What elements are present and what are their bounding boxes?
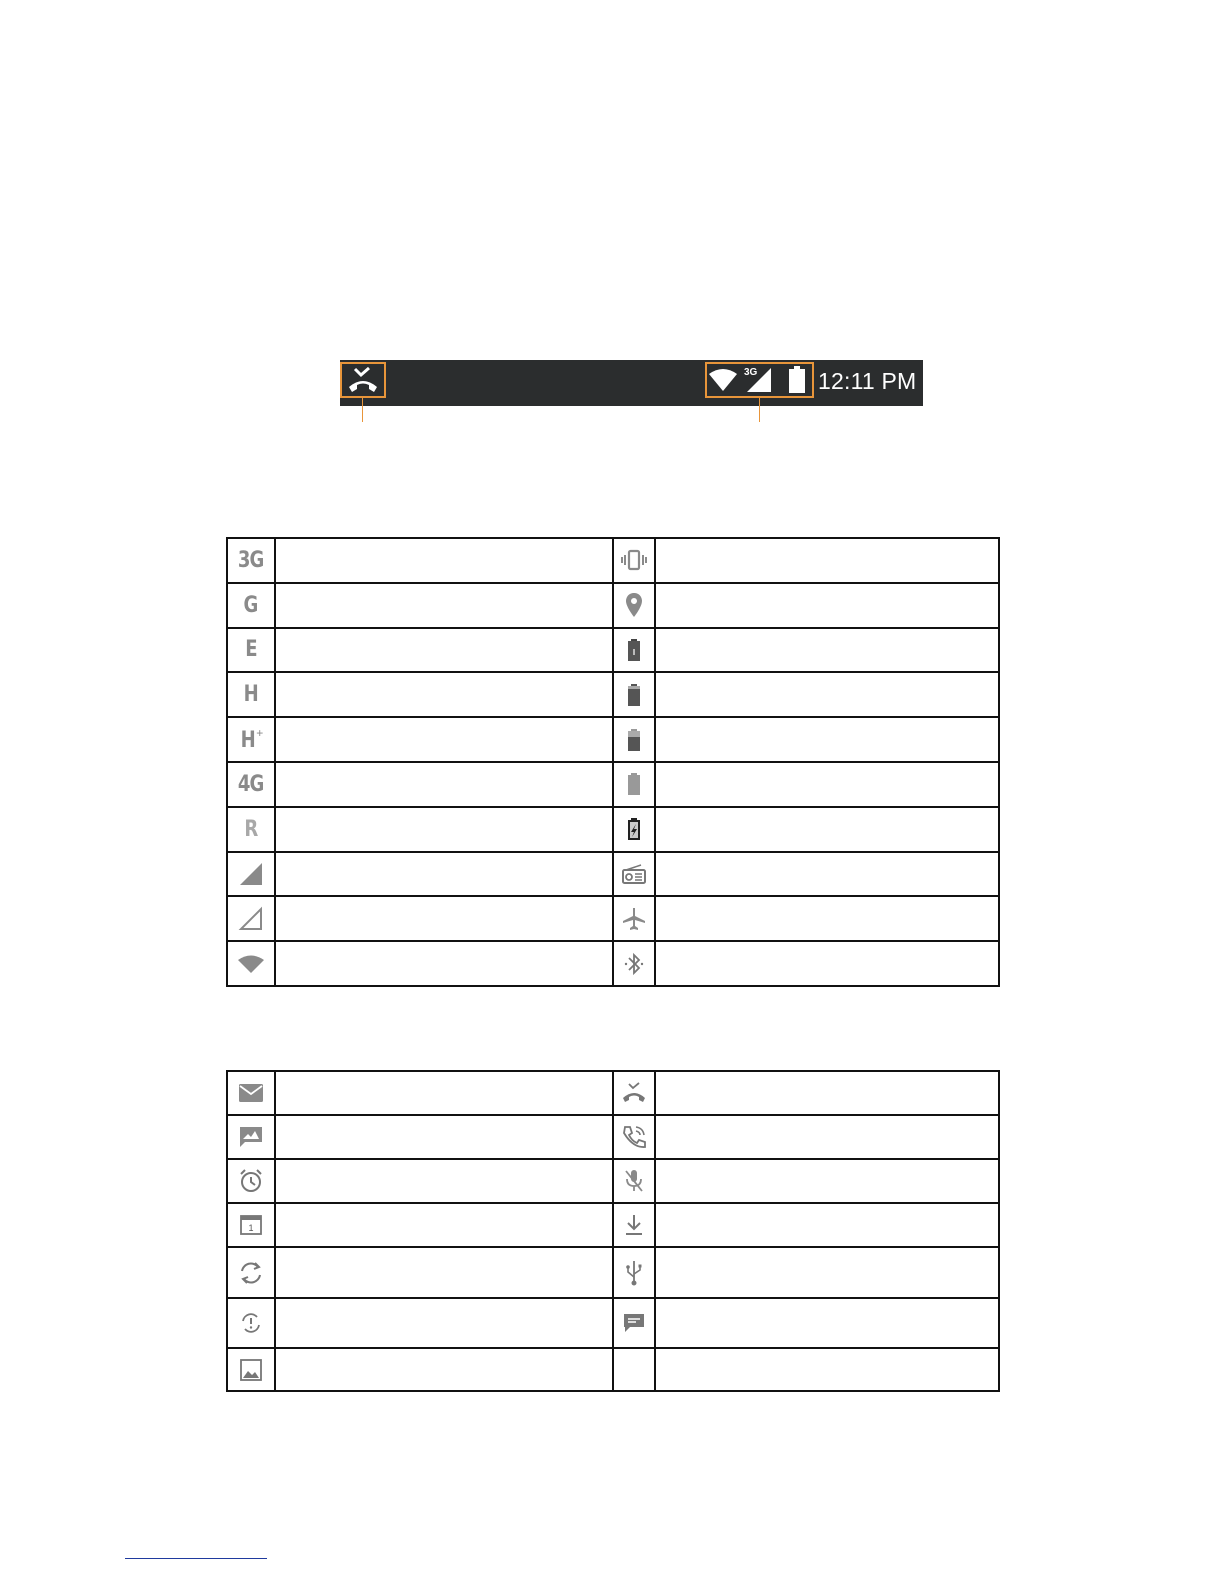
description-cell: [655, 762, 999, 807]
table-row: [227, 807, 999, 852]
description-cell: [655, 1348, 999, 1391]
sync-error-icon: [227, 1298, 275, 1348]
description-cell: [655, 538, 999, 583]
leader-line-left: [362, 398, 363, 422]
description-cell: [275, 1247, 613, 1298]
description-cell: [655, 852, 999, 897]
description-cell: [275, 1071, 613, 1115]
footnote-rule: [125, 1558, 267, 1559]
battery-charging-icon: [613, 807, 655, 852]
description-cell: [275, 538, 613, 583]
description-cell: [275, 1348, 613, 1391]
network-3g-icon: 3G: [227, 538, 275, 583]
table-row: [227, 717, 999, 762]
table-row: [227, 672, 999, 717]
table-row: [227, 941, 999, 986]
table-row: [227, 1348, 999, 1391]
airplane-mode-icon: [613, 896, 655, 941]
table-row: [227, 1115, 999, 1159]
network-badge: 3G: [744, 367, 758, 378]
roaming-icon: R: [227, 807, 275, 852]
description-cell: [275, 1115, 613, 1159]
network-4g-icon: 4G: [227, 762, 275, 807]
download-icon: [613, 1203, 655, 1247]
description-cell: [275, 852, 613, 897]
description-cell: [655, 896, 999, 941]
network-edge-icon: E: [227, 628, 275, 673]
calendar-event-icon: [227, 1203, 275, 1247]
network-hspa-plus-icon: H +: [227, 717, 275, 762]
description-cell: [275, 628, 613, 673]
description-cell: [655, 583, 999, 628]
table-row: [227, 896, 999, 941]
battery-partial-icon: [613, 672, 655, 717]
description-cell: [275, 762, 613, 807]
table-row: [227, 1071, 999, 1115]
description-cell: [275, 1159, 613, 1203]
battery-full-icon: [613, 762, 655, 807]
description-cell: [275, 583, 613, 628]
description-cell: [655, 941, 999, 986]
description-cell: [275, 807, 613, 852]
email-icon: [227, 1071, 275, 1115]
description-cell: [655, 628, 999, 673]
description-cell: [655, 1159, 999, 1203]
wifi-icon: [227, 941, 275, 986]
status-icons-table: [226, 537, 1000, 987]
table-row: [227, 852, 999, 897]
battery-medium-icon: [613, 717, 655, 762]
usb-icon: [613, 1247, 655, 1298]
alarm-icon: [227, 1159, 275, 1203]
description-cell: [655, 717, 999, 762]
table-row: [227, 583, 999, 628]
description-cell: [655, 1203, 999, 1247]
sms-icon: [613, 1298, 655, 1348]
table-row: [227, 538, 999, 583]
call-in-progress-icon: [613, 1115, 655, 1159]
description-cell: [655, 672, 999, 717]
battery-low-icon: [613, 628, 655, 673]
description-cell: [655, 1071, 999, 1115]
network-hspa-icon: H: [227, 672, 275, 717]
description-cell: [655, 1247, 999, 1298]
table-row: [227, 1159, 999, 1203]
description-cell: [275, 717, 613, 762]
notification-area-highlight: [340, 362, 386, 398]
signal-full-icon: [227, 852, 275, 897]
table-row: [227, 1203, 999, 1247]
location-icon: [613, 583, 655, 628]
notification-icons-table: [226, 1070, 1000, 1392]
description-cell: [275, 672, 613, 717]
leader-line-right: [759, 398, 760, 422]
empty-icon-cell: [613, 1348, 655, 1391]
description-cell: [275, 896, 613, 941]
description-cell: [655, 807, 999, 852]
sync-icon: [227, 1247, 275, 1298]
table-row: [227, 762, 999, 807]
screenshot-icon: [227, 1348, 275, 1391]
description-cell: [275, 941, 613, 986]
table-row: [227, 1298, 999, 1348]
fm-radio-icon: [613, 852, 655, 897]
mms-message-icon: [227, 1115, 275, 1159]
bluetooth-icon: [613, 941, 655, 986]
table-row: [227, 1247, 999, 1298]
clock-time: 12:11 PM: [818, 368, 917, 394]
missed-call-icon: [613, 1071, 655, 1115]
status-area-highlight: [705, 362, 814, 398]
vibrate-icon: [613, 538, 655, 583]
network-gprs-icon: G: [227, 583, 275, 628]
description-cell: [275, 1298, 613, 1348]
description-cell: [655, 1115, 999, 1159]
description-cell: [275, 1203, 613, 1247]
mic-muted-icon: [613, 1159, 655, 1203]
svg-text:1: 1: [248, 1223, 254, 1233]
table-row: [227, 628, 999, 673]
signal-none-icon: [227, 896, 275, 941]
description-cell: [655, 1298, 999, 1348]
